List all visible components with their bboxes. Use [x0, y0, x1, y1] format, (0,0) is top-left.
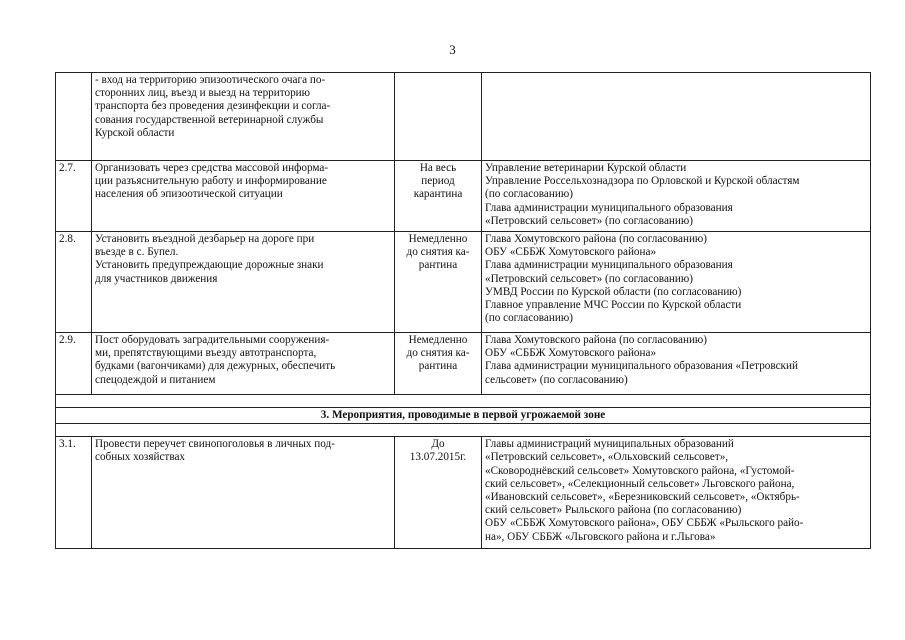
term-line: рантина [418, 259, 458, 272]
responsible-line: Главы администраций муниципальных образований [485, 438, 734, 451]
action-cell [92, 161, 395, 232]
responsible-line: Глава администрации муниципального образования «Петровский [485, 360, 798, 373]
section-header-row [56, 408, 871, 424]
action-line: Курской области [95, 126, 175, 139]
responsible-line: Управление ветеринарии Курской области [485, 162, 687, 174]
term-cell [395, 437, 482, 549]
action-line: въезде в с. Бупел. [95, 246, 179, 259]
responsible-cell [482, 437, 871, 549]
term-line: карантина [413, 188, 463, 201]
row-number-cell: 2.9. [56, 333, 92, 395]
spacer-cell [56, 395, 871, 408]
action-line: будками (вагончиками) для дежурных, обеспечить [95, 360, 336, 373]
page-number: 3 [449, 42, 456, 57]
action-line: Организовать через средства массовой информа- [95, 162, 329, 174]
responsible-line: ОБУ «СББЖ Хомутовского района» [485, 246, 657, 259]
responsible-line: (по согласованию) [485, 312, 573, 325]
term-line: 13.07.2015г. [409, 451, 467, 464]
section-title: 3. Мероприятия, проводимые в первой угрожаемой зоне [56, 408, 871, 424]
responsible-cell [482, 161, 871, 232]
action-line: - вход на территорию эпизоотического очага по- [95, 74, 326, 86]
row-number-cell [56, 73, 92, 161]
responsible-cell [482, 232, 871, 333]
action-line: сторонних лиц, въезд и выезд на территорию [95, 87, 311, 100]
responsible-line: ОБУ «СББЖ Хомутовского района», ОБУ СББЖ «Рыльского райо- [485, 517, 804, 530]
term-line: рантина [418, 360, 458, 373]
row-number-cell: 2.8. [56, 232, 92, 333]
responsible-line: Управление Россельхознадзора по Орловской и Курской областям [485, 175, 800, 188]
table-spacer-row [56, 424, 871, 437]
responsible-line: Глава администрации муниципального образования [485, 201, 733, 214]
table-spacer-row [56, 395, 871, 408]
table-row [56, 232, 871, 333]
term-line: На весь [419, 162, 457, 174]
row-number-cell: 3.1. [56, 437, 92, 549]
responsible-line: Главное управление МЧС России по Курской области [485, 299, 742, 312]
term-line: период [421, 175, 455, 188]
action-line: Установить въездной дезбарьер на дороге при [95, 233, 315, 245]
action-line: для участников движения [95, 272, 218, 285]
term-cell [395, 333, 482, 395]
term-cell [395, 161, 482, 232]
responsible-line: ский сельсовет», «Селекционный сельсовет» Льговского района, [485, 477, 795, 490]
responsible-line: ский сельсовет» Рыльского района (по согласованию) [485, 504, 742, 517]
responsible-line: «Петровский сельсовет» (по согласованию) [485, 272, 693, 285]
action-cell [92, 232, 395, 333]
table-row [56, 333, 871, 395]
table-row [56, 437, 871, 549]
action-line: Установить предупреждающие дорожные знаки [95, 259, 324, 272]
responsible-line: Глава Хомутовского района (по согласованию) [485, 233, 708, 245]
action-line: населения об эпизоотической ситуации [95, 188, 283, 201]
table-row [56, 73, 871, 161]
responsible-line: Глава администрации муниципального образования [485, 259, 733, 272]
action-line: собных хозяйствах [95, 451, 186, 464]
responsible-line: ОБУ «СББЖ Хомутовского района» [485, 347, 657, 360]
action-line: Пост оборудовать заградительными сооружения- [95, 334, 330, 346]
spacer-cell [56, 424, 871, 437]
action-line: сования государственной ветеринарной службы [95, 113, 324, 126]
action-line: транспорта без проведения дезинфекции и согла- [95, 100, 331, 113]
term-line: Немедленно [408, 334, 468, 346]
action-line: Провести переучет свинопоголовья в личных под- [95, 438, 335, 451]
term-line: До [431, 438, 445, 451]
action-cell [92, 437, 395, 549]
action-line: спецодеждой и питанием [95, 373, 216, 386]
responsible-line: «Сковороднёвский сельсовет» Хомутовского района, «Густомой- [485, 464, 795, 477]
responsible-line: (по согласованию) [485, 188, 573, 201]
row-number-cell: 2.7. [56, 161, 92, 232]
action-line: ции разъяснительную работу и информирование [95, 175, 327, 188]
table-row [56, 161, 871, 232]
term-cell [395, 232, 482, 333]
term-line: Немедленно [408, 233, 468, 245]
responsible-line: «Петровский сельсовет», «Ольховский сельсовет», [485, 451, 729, 464]
responsible-line: сельсовет» (по согласованию) [485, 373, 628, 386]
responsible-line: «Петровский сельсовет» (по согласованию) [485, 214, 693, 227]
action-cell [92, 73, 395, 161]
responsible-line: УМВД России по Курской области (по согласованию) [485, 285, 742, 298]
measures-table [55, 72, 871, 549]
responsible-line: Глава Хомутовского района (по согласованию) [485, 334, 708, 346]
term-line: до снятия ка- [406, 347, 470, 360]
responsible-line: на», ОБУ СББЖ «Льговского района и г.Льгова» [485, 530, 716, 543]
term-line: до снятия ка- [406, 246, 470, 259]
term-cell [395, 73, 482, 161]
action-line: ми, препятствующими въезду автотранспорта, [95, 347, 317, 360]
action-cell [92, 333, 395, 395]
responsible-cell [482, 73, 871, 161]
responsible-cell [482, 333, 871, 395]
responsible-line: «Ивановский сельсовет», «Березниковский сельсовет», «Октябрь- [485, 491, 800, 504]
